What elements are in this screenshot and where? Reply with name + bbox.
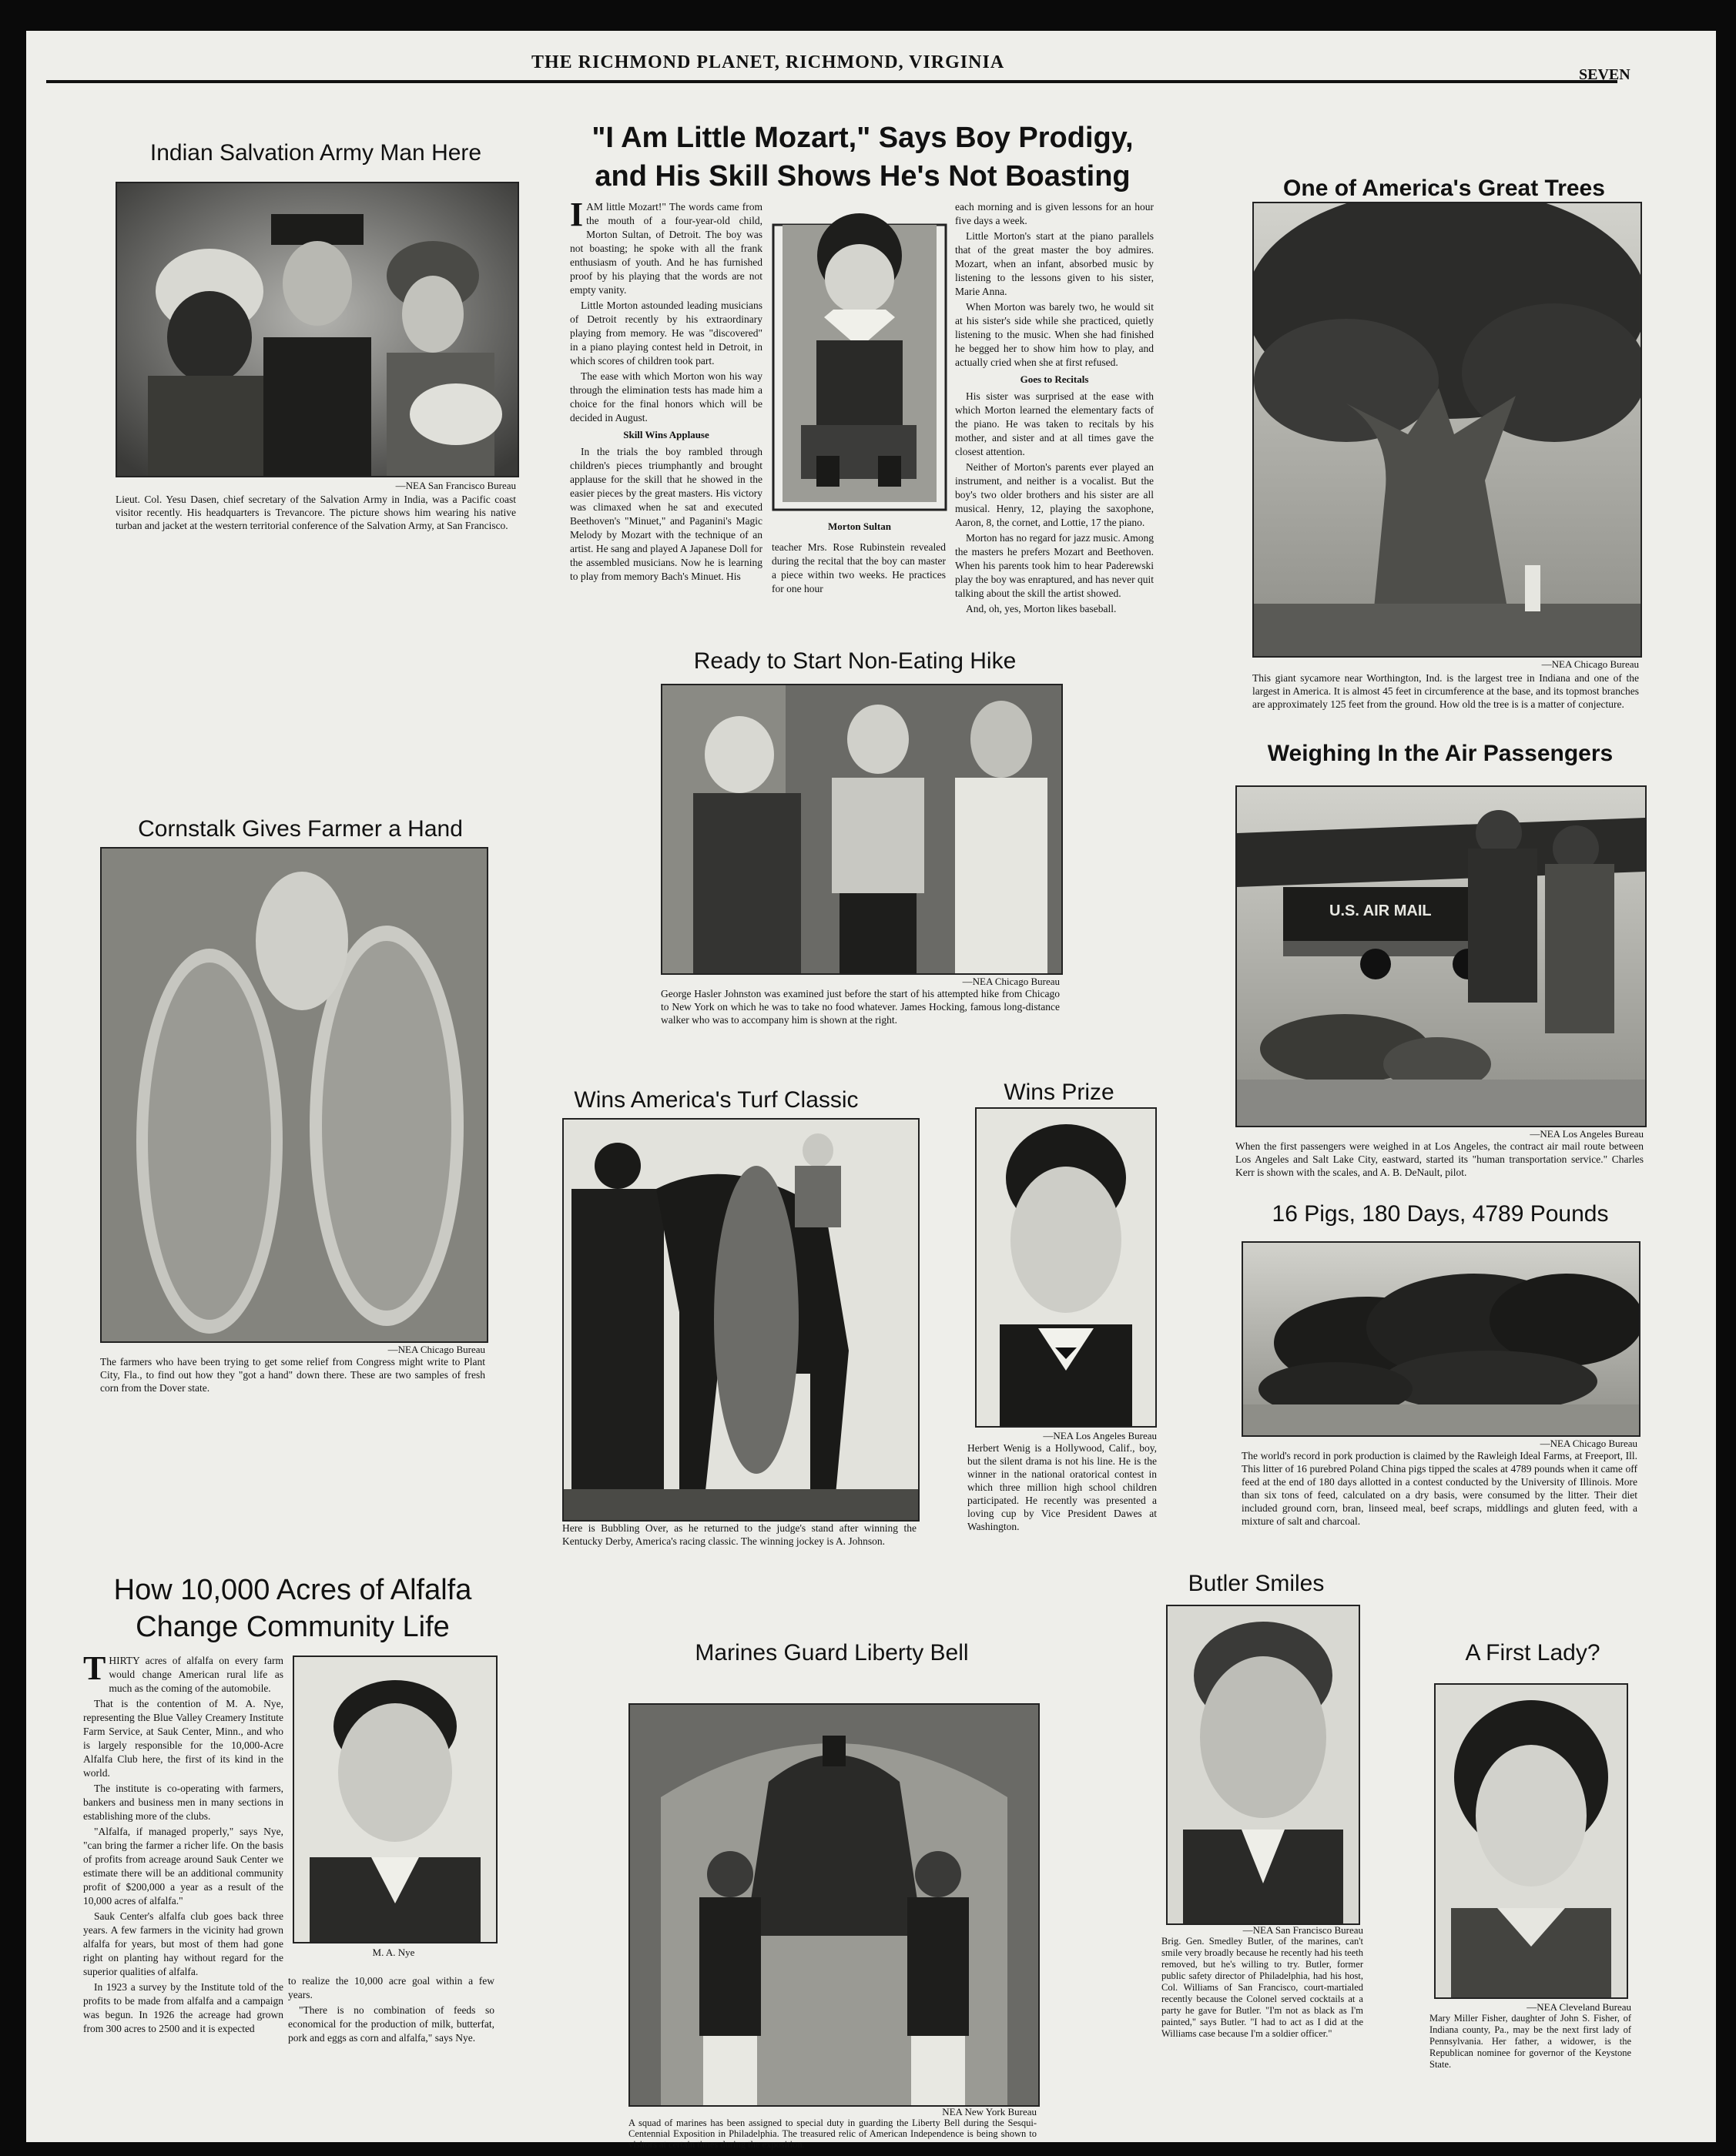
mozart-headline-1: "I Am Little Mozart," Says Boy Prodigy, (592, 122, 1134, 154)
hike-caption: George Hasler Johnston was examined just before the start of his attempted hike from Chicago to New York on which he was to take no food whatever. James Hocking, famous long-distance walker who was to accompany him is shown at the right. (661, 988, 1060, 1026)
mozart-column-2 (772, 541, 946, 598)
pigs-credit: —NEA Chicago Bureau (1540, 1438, 1637, 1449)
mozart-col3-p2: Little Morton's start at the piano parallels that of the great master the boy admires. Mozart, when an infant, absorbed music by listening to the lessons given to his sister, Marie Anna. (955, 230, 1154, 297)
passengers-credit: —NEA Los Angeles Bureau (1530, 1128, 1644, 1140)
turf-caption: Here is Bubbling Over, as he returned to the judge's stand after winning the Kentucky Derby, America's racing classic. The winning jockey is A. Johnson. (562, 1522, 917, 1547)
bell-photo (628, 1703, 1040, 2107)
corn-credit: —NEA Chicago Bureau (387, 1344, 485, 1355)
turf-headline: Wins America's Turf Classic (574, 1087, 859, 1113)
prize-credit: —NEA Los Angeles Bureau (1043, 1430, 1157, 1441)
mozart-col3-p4: His sister was surprised at the ease with which Morton learned the elementary facts of the piano. He was taken to recitals by his mother, and sister and at all times gave the closest attention. (955, 390, 1154, 457)
corn-headline: Cornstalk Gives Farmer a Hand (138, 816, 463, 842)
alfalfa-p3: The institute is co-operating with farmers, bankers and business men in many sections in establishing more of the clubs. (83, 1783, 283, 1822)
mozart-col3-p3: When Morton was barely two, he would sit at his sister's side while she practiced, quietly listening to the music. When she had finished he begged her to show him how to play, and actually cried when she at first refused. (955, 301, 1154, 368)
scan-border-right (1716, 0, 1736, 2156)
bell-caption: A squad of marines has been assigned to special duty in guarding the Liberty Bell during the Sesqui-Centennial Exposition in Philadelphia. The treasured relic of American Independence is being shown to visitors at certain times during the exposition. (628, 2118, 1037, 2150)
alfalfa-column-2 (288, 1974, 494, 2047)
alfalfa-p1: HIRTY acres of alfalfa on every farm would change American rural life as much as the coming of the automobile. (109, 1655, 283, 1694)
pigs-caption: The world's record in pork production is claimed by the Rawleigh Ideal Farms, at Freeport, Ill. This litter of 16 purebred Poland China pigs tipped the scales at 4789 pounds when it came off feed at the end of 180 days allotted in a contest conducted by the University of Illinois. More than six tons of feed, calculated on a dry basis, were consumed by the litter. Their diet included ground corn, bran, linseed meal, beef scraps, middlings and gluten feed, with a mixture of salt and charcoal. (1242, 1450, 1637, 1527)
butler-photo (1166, 1605, 1360, 1925)
mozart-column-3 (955, 200, 1154, 618)
scan-border-top (0, 0, 1736, 31)
mail-plane-lettering: U.S. AIR MAIL (1329, 902, 1432, 919)
mozart-photo-label: Morton Sultan (828, 521, 891, 532)
alfalfa-headline-2: Change Community Life (136, 1611, 450, 1643)
pigs-headline: 16 Pigs, 180 Days, 4789 Pounds (1272, 1201, 1609, 1227)
mozart-col3-p1: each morning and is given lessons for an hour five days a week. (955, 201, 1154, 226)
mozart-col3-p5: Neither of Morton's parents ever played an instrument, and neither is a vocalist. But the boy's two older brothers and his sister are all musical. Henry, 12, playing the saxophone, Aaron, 8, the cornet, and Lottie, 17 the piano. (955, 461, 1154, 528)
firstlady-caption: Mary Miller Fisher, daughter of John S. Fisher, of Indiana county, Pa., may be the next first lady of Pennsylvania. Her father, a widower, is the Republican nominee for governor of the Keystone State. (1429, 2013, 1631, 2070)
prize-photo (975, 1107, 1157, 1428)
mozart-photo (770, 202, 949, 517)
mozart-column-1 (570, 196, 762, 585)
salvation-caption: Lieut. Col. Yesu Dasen, chief secretary of the Salvation Army in India, was a Pacific coast visitor recently. His headquarters is Trevancore. The picture shows him wearing his native turban and jacket at the western territorial conference of the Salvation Army, at San Francisco. (116, 494, 516, 531)
firstlady-photo (1434, 1683, 1628, 1999)
scan-border-left (0, 0, 26, 2156)
trees-credit: —NEA Chicago Bureau (1541, 658, 1639, 670)
bell-credit: NEA New York Bureau (942, 2106, 1037, 2118)
mozart-p4: In the trials the boy rambled through children's pieces triumphantly and brought applause for the skill that he showed in the easier pieces by the great masters. His victory was climaxed when he sat and executed Beethoven's "Minuet," and Paganini's Magic Melody by Mozart with the technique of an artist. He sang and played A Japanese Doll for the assembled musicians. Now he is learning to play from memory Bach's Minuet. His (570, 446, 762, 582)
mozart-col3-p7: And, oh, yes, Morton likes baseball. (966, 603, 1117, 614)
mozart-headline-2: and His Skill Shows He's Not Boasting (595, 160, 1131, 192)
masthead (46, 52, 1617, 83)
alfalfa-p5: Sauk Center's alfalfa club goes back three years. A few farmers in the vicinity had grown alfalfa for years, but most of them had gone right on planting hay without regard for the superior qualities of alfalfa. (83, 1910, 283, 1977)
salvation-photo (116, 182, 519, 477)
bell-headline: Marines Guard Liberty Bell (695, 1640, 969, 1666)
hike-photo (661, 684, 1063, 975)
firstlady-headline: A First Lady? (1465, 1640, 1600, 1666)
butler-caption: Brig. Gen. Smedley Butler, of the marines, can't smile very broadly because he recently had his teeth removed, but he's willing to try. Butler, former public safety director of Philadelphia, had his host, Col. Williams of San Francisco, court-martialed recently because the Colonel served cocktails at a party he gave for Butler. "I'm not as black as I'm painted," says Butler. "I had to act as I did at the Williams case because I'm a soldier officer." (1161, 1936, 1363, 2039)
alfalfa-headline-1: How 10,000 Acres of Alfalfa (113, 1574, 472, 1606)
butler-headline: Butler Smiles (1188, 1571, 1325, 1596)
mozart-col2-p1: teacher Mrs. Rose Rubinstein revealed during the recital that the boy can master a piece within two weeks. He practices for one hour (772, 541, 946, 594)
corn-caption: The farmers who have been trying to get some relief from Congress might write to Plant City, Fla., to find out how they "got a hand" down there. These are two samples of fresh corn from the Dover state. (100, 1356, 485, 1394)
passengers-photo (1235, 785, 1647, 1127)
nye-photo (293, 1656, 498, 1943)
mozart-subhead-2: Goes to Recitals (1020, 373, 1089, 385)
pigs-photo (1242, 1241, 1640, 1437)
butler-credit: —NEA San Francisco Bureau (1242, 1924, 1363, 1936)
mozart-col3-p6: Morton has no regard for jazz music. Among the masters he prefers Mozart and Beethoven. When his parents took him to hear Paderewski play the boy was enraptured, and has never quit talking about the skill the artist showed. (955, 532, 1154, 599)
firstlady-credit: —NEA Cleveland Bureau (1527, 2001, 1631, 2013)
page-folio: SEVEN (1579, 66, 1630, 83)
hike-credit: —NEA Chicago Bureau (962, 976, 1060, 987)
hike-headline: Ready to Start Non-Eating Hike (693, 648, 1017, 674)
mozart-p1: AM little Mozart!" The words came from the mouth of a four-year-old child, Morton Sultan, of Detroit. The boy was not boasting; he spoke with all the frank enthusiasm of youth. And he has furnished proof by his playing that the words are not empty vanity. (570, 201, 762, 296)
corn-photo (100, 847, 488, 1343)
alfalfa-p4: "Alfalfa, if managed properly," says Nye, "can bring the farmer a richer life. On the basis of profits from acreage around Sauk Center we estimate there will be an additional community profit of $200,000 a year as a result of the 10,000 acres of alfalfa." (83, 1826, 283, 1907)
alfalfa-column-1 (83, 1649, 283, 2037)
salvation-credit: —NEA San Francisco Bureau (395, 480, 516, 491)
masthead-title: THE RICHMOND PLANET, RICHMOND, VIRGINIA (531, 52, 1005, 72)
mozart-p3: The ease with which Morton won his way through the elimination tests has made him a choice for the final honors which will be decided in August. (570, 370, 762, 424)
mozart-subhead-1: Skill Wins Applause (623, 429, 709, 440)
trees-headline: One of America's Great Trees (1283, 176, 1605, 201)
nye-photo-label: M. A. Nye (372, 1947, 415, 1958)
passengers-caption: When the first passengers were weighed in at Los Angeles, the contract air mail route between Los Angeles and Salt Lake City, eastward, started its "human transportation service." Charles Kerr is shown with the scales, and A. B. DeNault, pilot. (1235, 1140, 1644, 1178)
alfalfa-p7: to realize the 10,000 acre goal within a few years. (288, 1975, 494, 2000)
passengers-headline: Weighing In the Air Passengers (1267, 741, 1614, 766)
mozart-dropcap: I (570, 196, 584, 233)
mozart-p2: Little Morton astounded leading musicians of Detroit recently by his extraordinary playing from memory. He was "discovered" in a piano playing contest held in Detroit, in which scores of children took part. (570, 300, 762, 367)
alfalfa-p8: "There is no combination of feeds so economical for the production of milk, butterfat, pork and eggs as corn and alfalfa," says Nye. (288, 2004, 494, 2044)
alfalfa-p2: That is the contention of M. A. Nye, representing the Blue Valley Creamery Institute Farm Service, at Sauk Center, Minn., and who is largely responsible for the 10,000-Acre Alfalfa Club here, the first of its kind in the world. (83, 1698, 283, 1779)
salvation-headline: Indian Salvation Army Man Here (149, 140, 482, 166)
turf-photo (562, 1118, 920, 1522)
alfalfa-p6: In 1923 a survey by the Institute told of the profits to be made from alfalfa and a campaign was begun. In 1926 the acreage had grown from 300 acres to 2500 and it is expected (83, 1981, 283, 2034)
trees-caption: This giant sycamore near Worthington, Ind. is the largest tree in Indiana and one of the largest in America. It is almost 45 feet in circumference at the base, and its topmost branches are approximately 125 feet from the ground. How old the tree is is a matter of conjecture. (1252, 672, 1639, 710)
prize-headline: Wins Prize (1004, 1080, 1114, 1105)
alfalfa-dropcap: T (83, 1649, 106, 1687)
prize-caption: Herbert Wenig is a Hollywood, Calif., boy, but the silent drama is not his line. He is the winner in the national oratorical contest in which three million high school children participated. He recently was presented a loving cup by Vice President Dawes at Washington. (967, 1442, 1157, 1532)
trees-photo (1252, 202, 1642, 658)
